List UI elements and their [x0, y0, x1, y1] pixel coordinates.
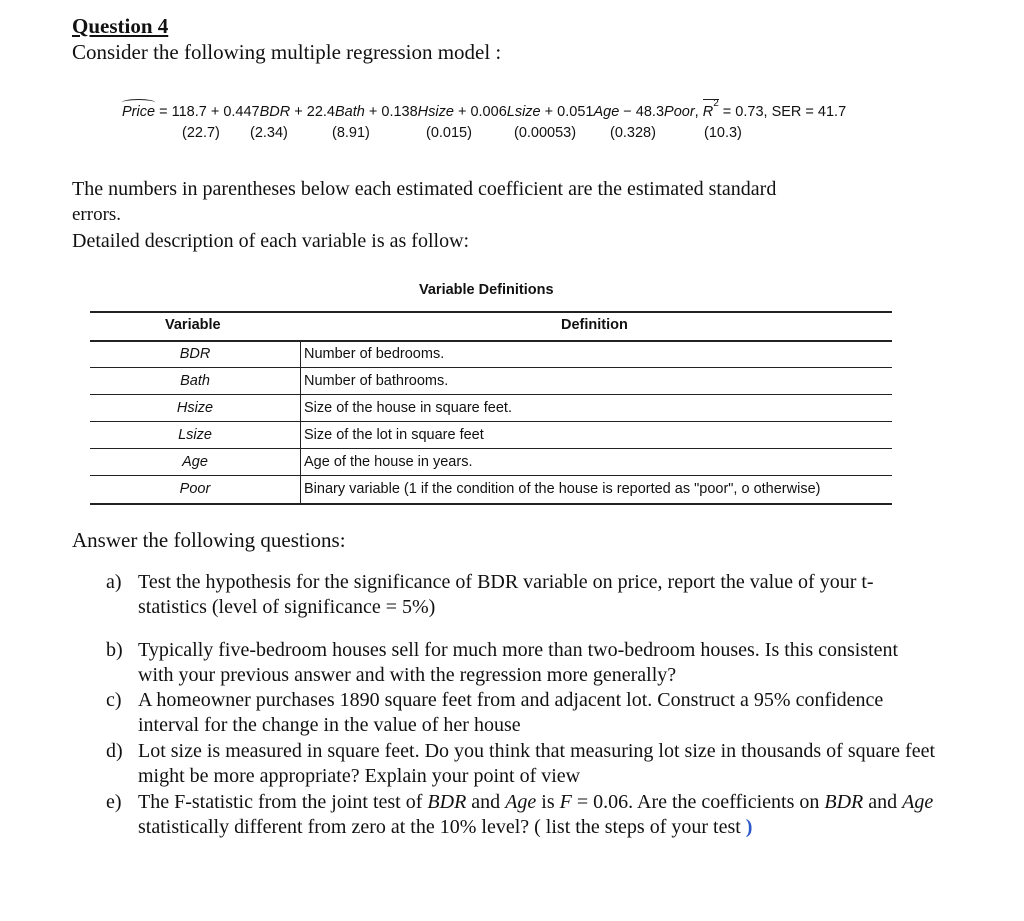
table-cell-variable: Poor: [179, 481, 211, 497]
question-label: b): [106, 639, 123, 661]
price-hat: Price: [122, 103, 156, 120]
question-label: d): [106, 740, 123, 762]
table-row-rule: [90, 394, 892, 395]
r-bar-squared: $R^2$: [702, 98, 719, 120]
table-cell-variable: BDR: [179, 346, 211, 362]
table-cell-variable: Age: [182, 454, 208, 470]
question-intro: Consider the following multiple regression model :: [72, 40, 502, 64]
std-error-intercept: (22.7): [182, 125, 220, 141]
question-text: Lot size is measured in square feet. Do you think that measuring lot size in thousands of square feet might be more appropriate? Explain your point of view: [138, 740, 936, 787]
table-cell-definition: Age of the house in years.: [304, 454, 473, 470]
question-text: Test the hypothesis for the significance of BDR variable on price, report the value of your t- statistics (level of significance = 5%): [138, 571, 874, 618]
question-title: Question 4: [72, 14, 169, 38]
question-text: Typically five-bedroom houses sell for much more than two-bedroom houses. Is this consistent with your previous answer and with the regression more generally?: [138, 639, 899, 686]
numbers-note-line1: The numbers in parentheses below each estimated coefficient are the estimated standard: [72, 178, 777, 200]
question-e: [106, 790, 936, 840]
table-cell-variable: Hsize: [176, 400, 214, 416]
std-error-hsize: (0.015): [426, 125, 472, 141]
regression-equation: Price = 118.7 + 0.447BDR + 22.4Bath + 0.138Hsize + 0.006Lsize + 0.051Age − 48.3Poor, $R^2 = 0.73$, SER = 41.7: [122, 98, 847, 120]
highlighted-close-paren: ): [745, 816, 753, 838]
table-header-variable: Variable: [165, 317, 221, 333]
question-c: [106, 688, 936, 738]
numbers-note-line2: errors.: [72, 204, 122, 225]
table-row-rule: [90, 367, 892, 368]
table-cell-variable: Bath: [180, 373, 210, 389]
table-header-rule: [90, 340, 892, 342]
table-top-rule: [90, 311, 892, 313]
std-error-lsize: (0.00053): [514, 125, 577, 141]
question-d: [106, 739, 936, 789]
table-cell-definition: Size of the lot in square feet: [304, 427, 484, 443]
table-cell-definition: Number of bedrooms.: [304, 346, 445, 362]
std-error-age: (0.328): [610, 125, 656, 141]
table-cell-definition: Number of bathrooms.: [304, 373, 449, 389]
table-row-rule: [90, 475, 892, 476]
question-text: The F-statistic from the joint test of BDR and Age is F = 0.06. Are the coefficients on BDR and Age statistically different from zero at the 10% level? ( list the steps of your test ): [138, 791, 934, 838]
table-header-definition: Definition: [561, 317, 628, 333]
table-row-rule: [90, 448, 892, 449]
table-row-rule: [90, 421, 892, 422]
std-error-poor: (10.3): [704, 125, 742, 141]
std-error-bdr: (2.34): [250, 125, 288, 141]
std-error-bath: (8.91): [332, 125, 370, 141]
description-line: Detailed description of each variable is as follow:: [72, 230, 470, 252]
question-a: [106, 570, 936, 620]
table-cell-definition: Binary variable (1 if the condition of the house is reported as "poor", o otherwise): [304, 481, 821, 497]
question-text: A homeowner purchases 1890 square feet from and adjacent lot. Construct a 95% confidence interval for the change in the value of her house: [138, 689, 884, 736]
question-b: [106, 638, 936, 688]
table-title: Variable Definitions: [419, 282, 554, 298]
table-bottom-rule: [90, 503, 892, 505]
answer-heading: Answer the following questions:: [72, 528, 346, 552]
table-cell-variable: Lsize: [178, 427, 212, 443]
table-cell-definition: Size of the house in square feet.: [304, 400, 512, 416]
question-label: c): [106, 689, 122, 711]
question-label: e): [106, 791, 122, 813]
question-label: a): [106, 571, 122, 593]
